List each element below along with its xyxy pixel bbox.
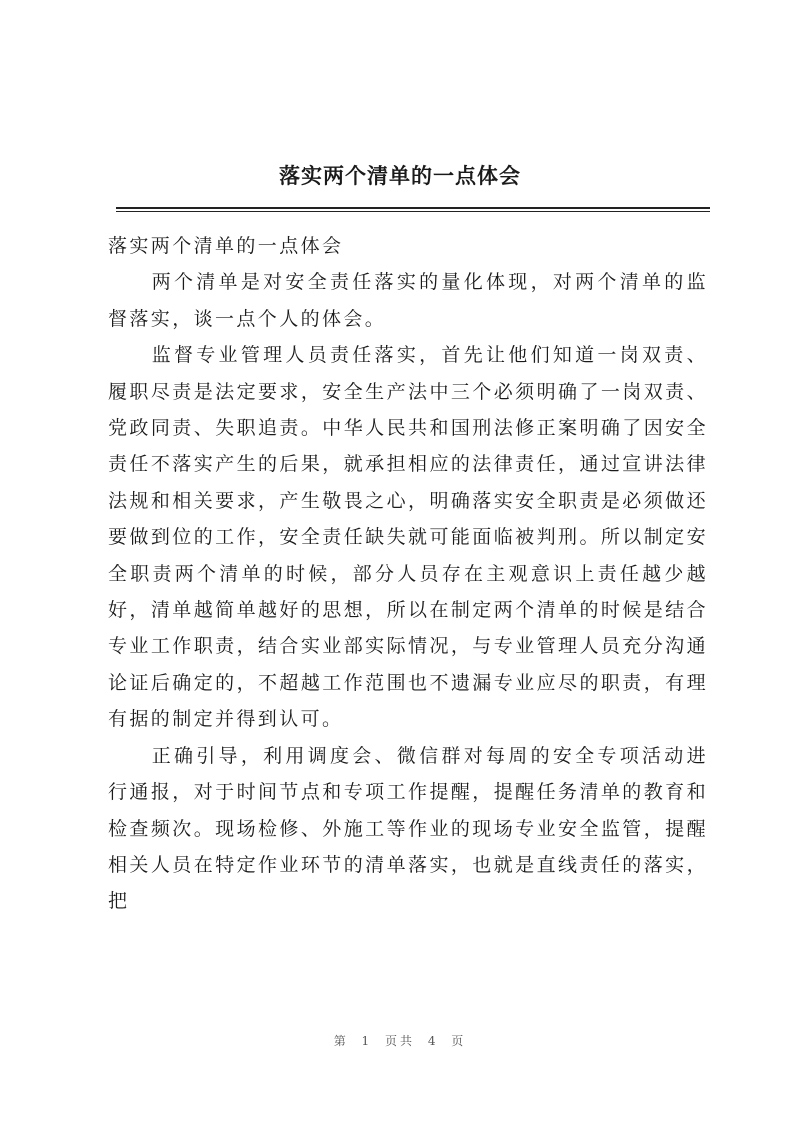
paragraph-3: 正确引导，利用调度会、微信群对每周的安全专项活动进行通报，对于时间节点和专项工作提醒，提醒任务清单的教育和检查频次。现场检修、外施工等作业的现场专业安全监管，提醒相关人员在特定作业环节的清单落实，也就是直线责任的落实，把 [108,744,708,913]
paragraph-1: 两个清单是对安全责任落实的量化体现，对两个清单的监督落实，谈一点个人的体会。 [108,271,708,330]
body-heading: 落实两个清单的一点体会 [108,235,344,257]
document-title: 落实两个清单的一点体会 [279,163,521,188]
paragraph-2: 监督专业管理人员责任落实，首先让他们知道一岗双责、履职尽责是法定要求，安全生产法中三个必须明确了一岗双责、党政同责、失职追责。中华人民共和国刑法修正案明确了因安全责任不落实产生的后果，就承担相应的法律责任，通过宣讲法律法规和相关要求，产生敬畏之心，明确落实安全职责是必须做还要做到位的工作，安全责任缺失就可能面临被判刑。所以制定安全职责两个清单的时候，部分人员存在主观意识上责任越少越好，清单越简单越好的思想，所以在制定两个清单的时候是结合专业工作职责，结合实业部实际情况，与专业管理人员充分沟通论证后确定的，不超越工作范围也不遗漏专业应尽的职责，有理有据的制定并得到认可。 [108,344,708,731]
page-footer: 第 1 页共 4 页 [333,1034,467,1048]
document-body [108,228,708,920]
title-divider [116,207,710,212]
